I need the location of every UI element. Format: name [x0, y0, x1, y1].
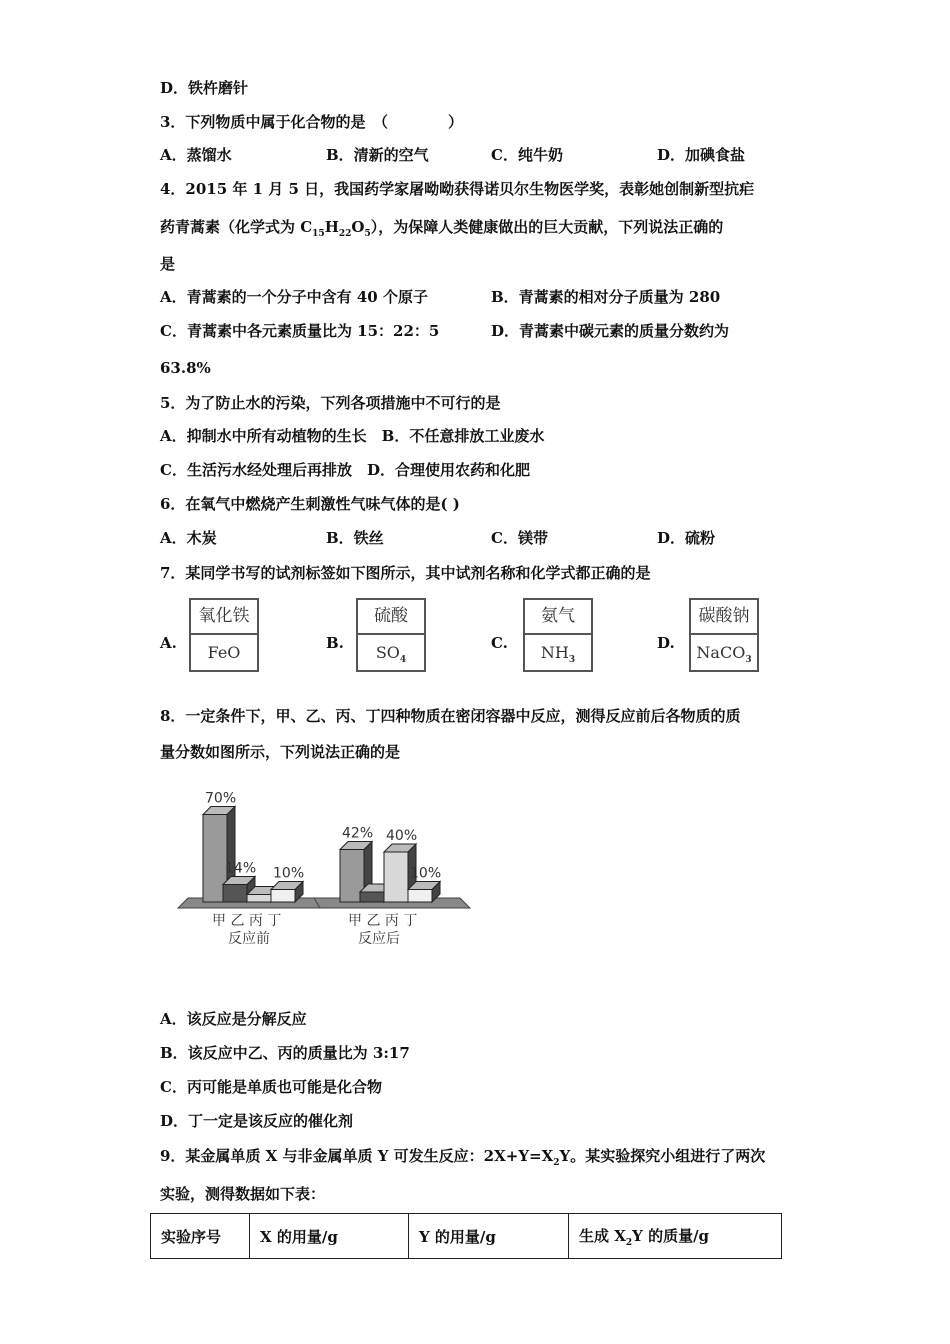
- bar-data-label: 14%: [225, 860, 257, 877]
- q3-option-c: C．纯牛奶: [491, 146, 563, 164]
- q5-options-cd: C．生活污水经处理后再排放 D．合理使用农药和化肥: [160, 461, 530, 479]
- question-4-line2: 药青蒿素（化学式为 $C_{15}H_{22}O_5$），为保障人类健康做出的巨大贡献，下列说法正确的: [160, 218, 724, 239]
- group-label-before: 反应前: [228, 931, 270, 947]
- group-label-after: 反应后: [358, 931, 400, 947]
- bar-data-label: 42%: [342, 825, 374, 842]
- question-7: 7．某同学书写的试剂标签如下图所示，其中试剂名称和化学式都正确的是: [160, 564, 651, 582]
- reagent-name-d: 碳酸钠: [691, 600, 757, 635]
- reagent-formula-d: NaCO$_3$: [696, 643, 752, 666]
- reagent-formula-a: FeO: [207, 643, 241, 662]
- reagent-label-a: [189, 598, 259, 672]
- question-9-line2: 实验，测得数据如下表：: [160, 1185, 326, 1203]
- q6-option-b: B．铁丝: [326, 529, 384, 547]
- category-axis-after: 甲 乙 丙 丁: [348, 913, 418, 929]
- q7-letter-c: C.: [491, 634, 508, 652]
- q7-letter-a: A.: [160, 634, 177, 652]
- question-3: 3．下列物质中属于化合物的是 （ ）: [160, 113, 463, 131]
- mass-fraction-bar-chart: [170, 780, 480, 960]
- table-header-cell: Y 的用量/g: [409, 1214, 569, 1259]
- question-5: 5．为了防止水的污染，下列各项措施中不可行的是: [160, 394, 501, 412]
- bar-反应后-丁: [408, 890, 432, 903]
- question-4-line3: 是: [160, 255, 176, 273]
- bar-反应后-乙: [360, 892, 384, 902]
- reagent-formula-b: $SO_4$: [375, 643, 407, 666]
- bar-反应前-丙: [247, 895, 271, 903]
- reagent-name-b: 硫酸: [358, 600, 424, 635]
- bar-data-label: 10%: [273, 865, 305, 882]
- q8-option-a: A．该反应是分解反应: [160, 1010, 307, 1028]
- q8-option-b: B．该反应中乙、丙的质量比为 3:17: [160, 1044, 410, 1062]
- table-header-cell: 生成 $X_2Y$ 的质量/g: [569, 1214, 782, 1259]
- q4-option-d: D．青蒿素中碳元素的质量分数约为: [491, 322, 730, 340]
- bar-反应后-丙: [384, 852, 408, 902]
- experiment-data-table: [150, 1213, 782, 1259]
- bar-data-label: 40%: [386, 828, 418, 844]
- q8-option-d: D．丁一定是该反应的催化剂: [160, 1112, 354, 1130]
- q6-option-c: C．镁带: [491, 529, 548, 547]
- q8-option-c: C．丙可能是单质也可能是化合物: [160, 1078, 382, 1096]
- q4-option-a: A．青蒿素的一个分子中含有 40 个原子: [160, 288, 428, 306]
- reagent-label-c: [523, 598, 593, 672]
- reagent-label-b: [356, 598, 426, 672]
- q3-option-b: B．清新的空气: [326, 146, 429, 164]
- q7-letter-d: D.: [657, 634, 675, 652]
- category-axis-before: 甲 乙 丙 丁: [212, 913, 282, 929]
- bar-data-label: 10%: [410, 865, 442, 882]
- table-header-row: [151, 1214, 782, 1259]
- q6-option-d: D．硫粉: [657, 529, 716, 547]
- question-4-line1: 4．2015 年 1 月 5 日，我国药学家屠呦呦获得诺贝尔生物医学奖，表彰她创制新型抗疟: [160, 180, 755, 198]
- reagent-name-a: 氧化铁: [191, 600, 257, 635]
- reagent-name-c: 氨气: [525, 600, 591, 635]
- q5-options-ab: A．抑制水中所有动植物的生长 B．不任意排放工业废水: [160, 427, 545, 445]
- q6-option-a: A．木炭: [160, 529, 217, 547]
- bar-data-label: 70%: [205, 790, 237, 807]
- q4-option-d-cont: 63.8%: [160, 359, 211, 377]
- table-header-cell: 实验序号: [151, 1214, 250, 1259]
- question-6: 6．在氧气中燃烧产生刺激性气味气体的是( ): [160, 495, 460, 513]
- question-8-line1: 8．一定条件下，甲、乙、丙、丁四种物质在密闭容器中反应，测得反应前后各物质的质: [160, 707, 741, 725]
- bar-反应前-乙: [223, 885, 247, 903]
- q3-option-a: A．蒸馏水: [160, 146, 232, 164]
- q7-letter-b: B.: [326, 634, 344, 652]
- q4-option-c: C．青蒿素中各元素质量比为 15：22：5: [160, 322, 440, 340]
- q3-option-d: D．加碘食盐: [657, 146, 746, 164]
- q4-option-b: B．青蒿素的相对分子质量为 280: [491, 288, 721, 306]
- bar-反应前-丁: [271, 890, 295, 903]
- q2-option-d: D．铁杵磨针: [160, 79, 249, 97]
- reagent-label-d: [689, 598, 759, 672]
- table-header-cell: X 的用量/g: [250, 1214, 409, 1259]
- question-9-line1: 9．某金属单质 X 与非金属单质 Y 可发生反应：$2X+Y=X_2Y$。某实验探究小组进行了两次: [160, 1147, 766, 1168]
- reagent-formula-c: $NH_3$: [540, 643, 576, 666]
- question-8-line2: 量分数如图所示，下列说法正确的是: [160, 743, 401, 761]
